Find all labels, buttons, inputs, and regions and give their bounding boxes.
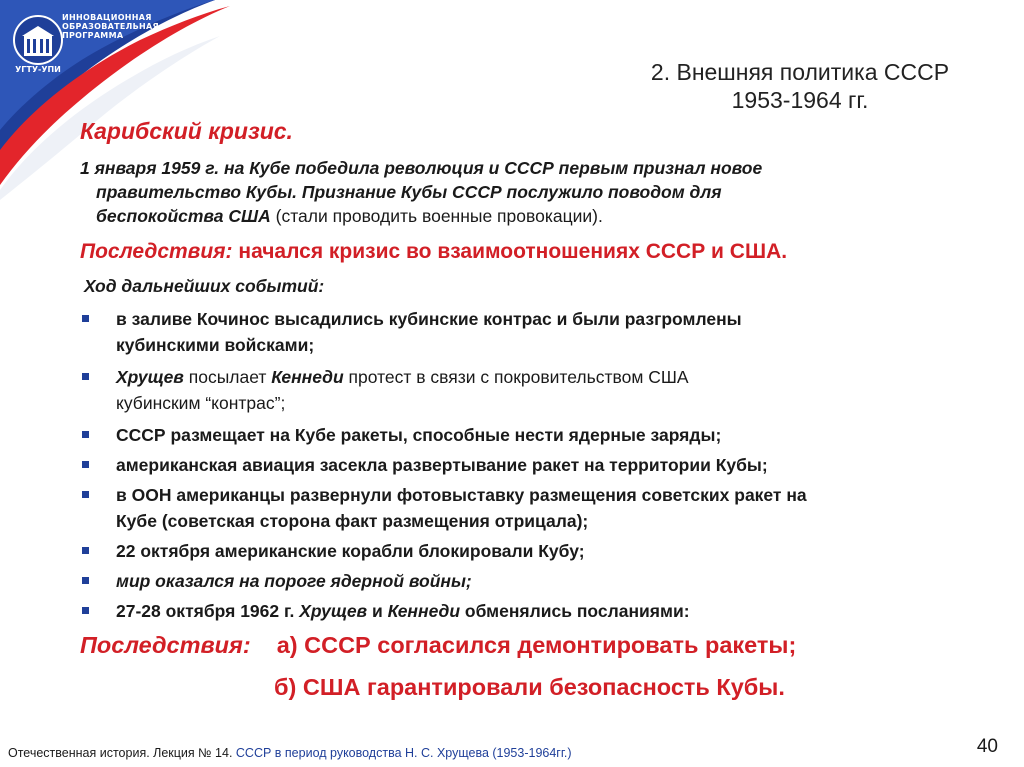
bullet-marker-icon [82,491,89,498]
consequence-first [80,240,787,264]
university-logo [12,14,64,74]
final-consequence-label: Последствия: [80,632,251,658]
list-item: 22 октября американские корабли блокировали Кубу; [80,538,980,564]
list-item: в ООН американцы развернули фотовыставку размещения советских ракет на Кубе (советская сторона факт размещения отрицала); [80,482,980,534]
events-list [80,306,980,624]
consequence-text: начался кризис во взаимоотношениях СССР и США. [232,240,788,263]
kennedy-name: Кеннеди [271,367,344,387]
bullet-marker-icon [82,315,89,322]
events-subheading: Ход дальнейших событий: [84,276,325,296]
final-consequence-b: б) США гарантировали безопасность Кубы. [274,674,785,700]
footer-course: Отечественная история. Лекция № 14. [8,746,236,760]
list-item: СССР размещает на Кубе ракеты, способные нести ядерные заряды; [80,422,980,448]
list-item: в заливе Кочинос высадились кубинские контрас и были разгромлены кубинскими войсками; [80,306,980,358]
intro-line3 [80,204,960,228]
intro-paragraph [80,156,960,228]
bullet-marker-icon [82,607,89,614]
list-item: 27-28 октября 1962 г. Хрущев и Кеннеди обменялись посланиями: [80,598,980,624]
logo-abbreviation: УГТУ-УПИ [15,65,61,74]
bullet-marker-icon [82,577,89,584]
slide-title-line2: 1953-1964 гг. [731,87,869,113]
list-item: мир оказался на пороге ядерной войны; [80,568,980,594]
section-heading: Карибский кризис. [80,118,293,144]
final-consequence-a-text: а) СССР согласился демонтировать ракеты; [276,632,797,658]
list-item: Хрущев посылает Кеннеди протест в связи с покровительством США кубинским “контрас”; [80,364,980,416]
slide-title-line1: 2. Внешняя политика СССР [650,59,950,85]
footer-lecture-info [8,746,572,760]
intro-line2: правительство Кубы. Признание Кубы СССР послужило поводом для [96,182,722,202]
consequence-label: Последствия: [80,240,233,263]
logo-caption-line1: ИННОВАЦИОННАЯ [62,13,152,22]
list-item: американская авиация засекла развертывание ракет на территории Кубы; [80,452,980,478]
footer-topic: СССР в период руководства Н. С. Хрущева (1953-1964гг.) [235,746,572,760]
page-number: 40 [976,736,998,757]
bullet-marker-icon [82,547,89,554]
intro-line3-bold: беспокойства США [96,206,271,226]
bullet-marker-icon [82,373,89,380]
final-consequence-a [80,632,796,659]
logo-caption-line3: ПРОГРАММА [62,31,124,40]
bullet-marker-icon [82,461,89,468]
logo-caption-line2: ОБРАЗОВАТЕЛЬНАЯ [62,22,159,31]
intro-line3-plain: (стали проводить военные провокации). [270,206,603,226]
bullet-marker-icon [82,431,89,438]
intro-line1: 1 января 1959 г. на Кубе победила революция и СССР первым признал новое [80,158,763,178]
